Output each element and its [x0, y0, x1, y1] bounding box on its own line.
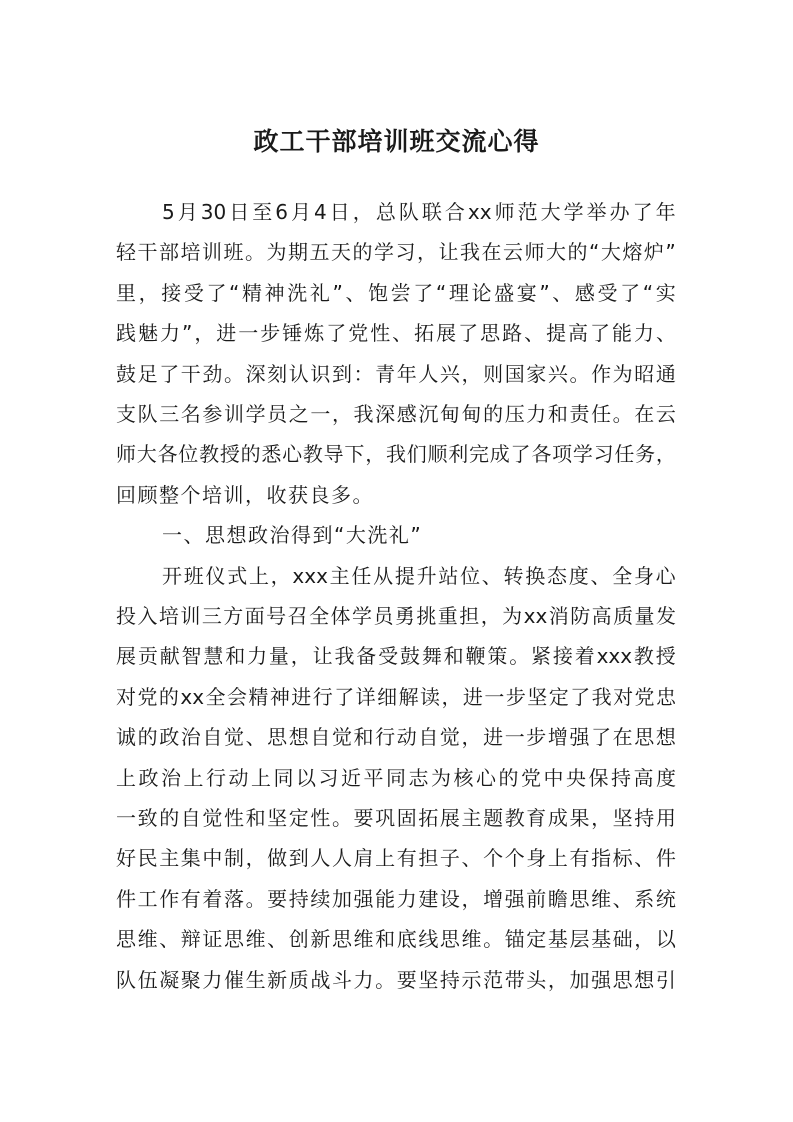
body-line: 展 贡 献 智 慧 和 力 量 ， 让 我 备 受 鼓 舞 和 鞭 策 。 紧 接 着 xxx 教 授 — [116, 644, 676, 669]
body-line: 诚 的 政 治 自 觉 、 思 想 自 觉 和 行 动 自 觉 ， 进 一 步 增 强 了 在 思 想 — [116, 725, 676, 750]
document-title: 政工干部培训班交流心得 — [253, 127, 540, 156]
body-line: 一 、 思 想 政 治 得 到 “ 大 洗 礼 ” — [162, 523, 423, 548]
body-line: 对 党 的 xx 全 会 精 神 进 行 了 详 细 解 读 ， 进 一 步 坚 定 了 我 对 党 忠 — [116, 684, 676, 709]
body-line: 鼓 足 了 干 劲 。 深 刻 认 识 到 ： 青 年 人 兴 ， 则 国 家 兴 。 作 为 昭 通 — [116, 361, 676, 386]
body-line: 件 工 作 有 着 落 。 要 持 续 加 强 能 力 建 设 ， 增 强 前 瞻 思 维 、 系 统 — [116, 886, 676, 911]
body-line: 回 顾 整 个 培 训 ， 收 获 良 多 。 — [116, 482, 374, 507]
body-line: 支 队 三 名 参 训 学 员 之 一 ， 我 深 感 沉 甸 甸 的 压 力 和 责 任 。 在 云 — [116, 402, 676, 426]
body-line: 轻 干 部 培 训 班 。 为 期 五 天 的 学 习 ， 让 我 在 云 师 大 的 “ 大 熔 炉 ” — [116, 240, 676, 265]
body-line: 上 政 治 上 行 动 上 同 以 习 近 平 同 志 为 核 心 的 党 中 央 保 持 高 度 — [116, 765, 676, 790]
body-line: 好 民 主 集 中 制 ， 做 到 人 人 肩 上 有 担 子 、 个 个 身 上 有 指 标 、 件 — [116, 846, 676, 871]
body-line: 践 魅 力 ” ， 进 一 步 锤 炼 了 党 性 、 拓 展 了 思 路 、 提 高 了 能 力 、 — [116, 321, 676, 346]
body-line: 里 ， 接 受 了 “ 精 神 洗 礼 ” 、 饱 尝 了 “ 理 论 盛 宴 ” 、 感 受 了 “ 实 — [116, 280, 676, 305]
body-line: 投 入 培 训 三 方 面 号 召 全 体 学 员 勇 挑 重 担 ， 为 xx 消 防 高 质 量 发 — [116, 604, 676, 628]
body-line: 5 月 30 日 至 6 月 4 日 ， 总 队 联 合 xx 师 范 大 学 举 办 了 年 — [162, 200, 676, 224]
body-line: 师 大 各 位 教 授 的 悉 心 教 导 下 ， 我 们 顺 利 完 成 了 各 项 学 习 任 务 ， — [116, 442, 676, 467]
body-line: 思 维 、 辩 证 思 维 、 创 新 思 维 和 底 线 思 维 。 锚 定 基 层 基 础 ， 以 — [116, 927, 676, 952]
body-line: 队 伍 凝 聚 力 催 生 新 质 战 斗 力 。 要 坚 持 示 范 带 头 ， 加 强 思 想 引 — [116, 967, 676, 992]
body-line: 开 班 仪 式 上 ， xxx 主 任 从 提 升 站 位 、 转 换 态 度 、 全 身 心 — [162, 563, 676, 588]
body-line: 一 致 的 自 觉 性 和 坚 定 性 。 要 巩 固 拓 展 主 题 教 育 成 果 ， 坚 持 用 — [116, 806, 676, 830]
